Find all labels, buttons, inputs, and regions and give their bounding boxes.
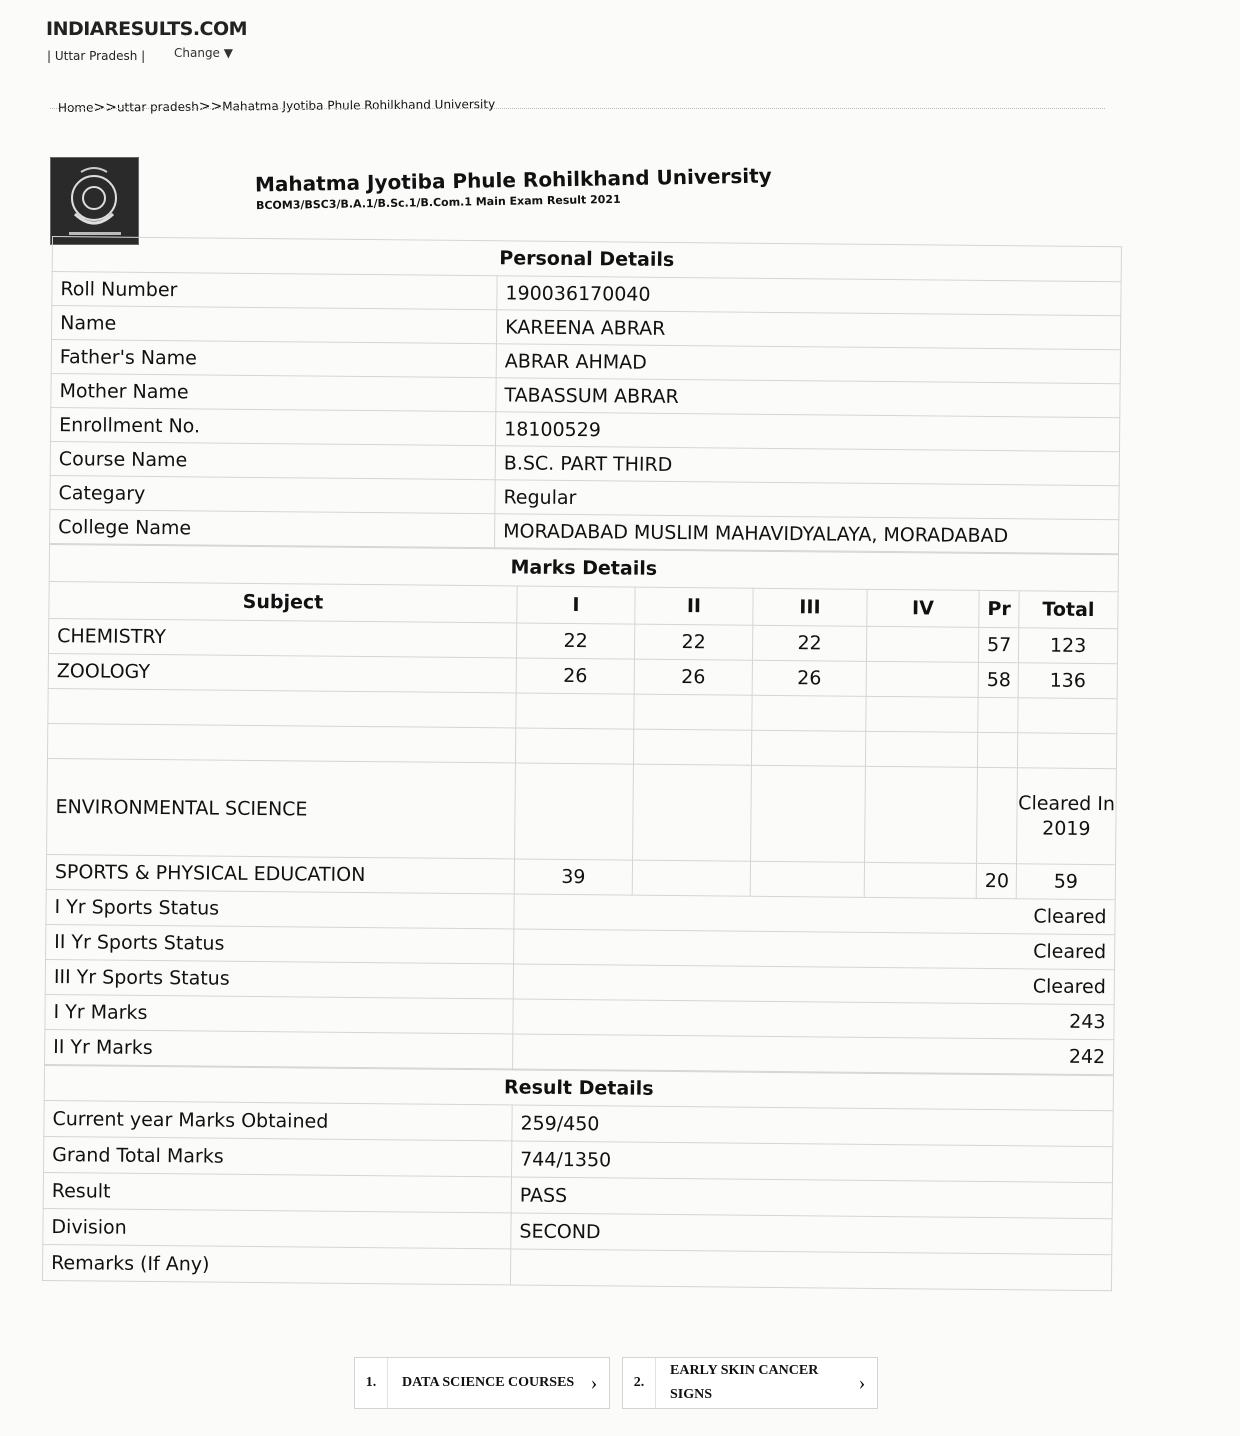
chevron-right-icon: ›	[590, 1371, 598, 1394]
status-label: II Yr Marks	[45, 1029, 513, 1068]
mark-cell	[751, 765, 866, 862]
remarks-value	[510, 1249, 1111, 1291]
mark-cell	[865, 731, 977, 767]
mark-cell	[866, 626, 978, 662]
mother-name-value: TABASSUM ABRAR	[496, 378, 1120, 418]
mark-cell	[632, 860, 750, 896]
field-label: College Name	[50, 509, 495, 547]
breadcrumb-state[interactable]: uttar pradesh	[116, 99, 199, 115]
result-sheet	[42, 236, 1122, 1291]
table-row	[47, 758, 1117, 864]
result-value: PASS	[511, 1177, 1112, 1219]
personal-details-table	[49, 236, 1122, 554]
mark-cell	[516, 693, 634, 729]
mark-cell	[633, 729, 751, 765]
field-label: Remarks (If Any)	[42, 1244, 510, 1284]
mark-cell	[515, 763, 634, 860]
field-label: Categary	[50, 475, 495, 513]
mark-cell	[977, 767, 1018, 863]
field-label: Result	[43, 1172, 511, 1212]
column-header: Pr	[979, 590, 1019, 627]
field-label: Roll Number	[52, 272, 497, 310]
ad-link-data-science[interactable]	[354, 1357, 610, 1409]
divider	[50, 108, 1105, 109]
total-cell	[1017, 733, 1116, 769]
status-label: III Yr Sports Status	[45, 959, 513, 998]
subject-cell: SPORTS & PHYSICAL EDUCATION	[46, 854, 514, 893]
mark-cell	[978, 697, 1018, 732]
course-value: B.SC. PART THIRD	[495, 446, 1119, 486]
field-label: Name	[52, 306, 497, 344]
mark-cell	[752, 695, 866, 731]
chevron-right-icon: ›	[858, 1371, 866, 1394]
field-label: Grand Total Marks	[44, 1136, 512, 1176]
total-cell: 123	[1018, 628, 1117, 664]
subject-cell	[48, 688, 516, 727]
mark-cell	[865, 766, 978, 863]
breadcrumb-home[interactable]: Home	[57, 100, 94, 115]
column-header: II	[635, 587, 753, 625]
college-value: MORADABAD MUSLIM MAHAVIDYALAYA, MORADABAD	[495, 514, 1119, 554]
mark-cell: 26	[752, 660, 866, 696]
ad-number: 2.	[623, 1358, 656, 1408]
mark-cell	[751, 730, 865, 766]
ad-number: 1.	[355, 1358, 388, 1408]
mark-cell: 57	[978, 627, 1018, 662]
column-header: III	[753, 588, 867, 626]
mark-cell	[633, 764, 752, 861]
field-label: Course Name	[50, 441, 495, 479]
category-value: Regular	[495, 480, 1119, 520]
division-value: SECOND	[511, 1213, 1112, 1255]
status-value: Cleared	[514, 929, 1115, 970]
status-value: Cleared	[514, 894, 1115, 935]
breadcrumb	[58, 96, 495, 116]
ad-text: DATA SCIENCE COURSES	[402, 1375, 575, 1390]
mark-cell	[750, 861, 864, 897]
status-value: Cleared	[513, 964, 1114, 1005]
column-header: IV	[867, 589, 979, 627]
subject-cell: CHEMISTRY	[48, 618, 516, 657]
mark-cell	[977, 732, 1017, 767]
personal-details-heading: Personal Details	[52, 237, 1121, 282]
ad-text: EARLY SKIN CANCER SIGNS	[670, 1363, 819, 1402]
grand-total-value: 744/1350	[511, 1141, 1112, 1183]
university-title: Mahatma Jyotiba Phule Rohilkhand University	[254, 163, 772, 197]
result-details-heading: Result Details	[44, 1065, 1113, 1110]
site-logo[interactable]: INDIARESULTS.COM	[46, 18, 248, 40]
subject-cell	[47, 723, 515, 762]
total-cell: Cleared In 2019	[1017, 768, 1117, 865]
marks-details-heading: Marks Details	[49, 544, 1118, 591]
current-marks-value: 259/450	[512, 1105, 1113, 1147]
mark-cell: 22	[752, 625, 866, 661]
status-value: 242	[513, 1034, 1114, 1075]
status-value: 243	[513, 999, 1114, 1040]
total-cell: 136	[1018, 663, 1117, 699]
field-label: Current year Marks Obtained	[44, 1100, 512, 1140]
column-header: Subject	[49, 581, 517, 622]
mark-cell	[866, 661, 978, 697]
breadcrumb-separator: >>	[198, 98, 223, 115]
column-header: I	[517, 586, 635, 624]
subject-cell: ENVIRONMENTAL SCIENCE	[47, 758, 516, 858]
ad-link-skin-cancer[interactable]	[622, 1357, 878, 1409]
mark-cell: 26	[634, 659, 752, 695]
university-seal-icon	[50, 157, 139, 245]
mark-cell: 39	[514, 859, 632, 895]
enrollment-value: 18100529	[496, 412, 1120, 452]
mark-cell	[866, 696, 978, 732]
total-cell: 59	[1016, 864, 1115, 900]
result-details-table	[42, 1065, 1114, 1291]
total-cell	[1018, 698, 1117, 734]
mark-cell	[634, 694, 752, 730]
mark-cell: 22	[516, 623, 634, 659]
breadcrumb-university[interactable]: Mahatma Jyotiba Phule Rohilkhand University	[222, 97, 496, 114]
region-label: | Uttar Pradesh |	[47, 49, 146, 63]
field-label: Mother Name	[51, 373, 496, 411]
sponsored-links	[354, 1357, 878, 1409]
mark-cell	[864, 862, 976, 898]
status-label: II Yr Sports Status	[46, 924, 514, 963]
name-value: KAREENA ABRAR	[496, 310, 1120, 350]
mark-cell: 22	[634, 624, 752, 660]
field-label: Enrollment No.	[51, 407, 496, 445]
status-label: I Yr Sports Status	[46, 889, 514, 928]
exam-title: BCOM3/BSC3/B.A.1/B.Sc.1/B.Com.1 Main Exam Result 2021	[255, 192, 621, 213]
field-label: Division	[43, 1208, 511, 1248]
marks-details-table	[44, 544, 1119, 1075]
father-name-value: ABRAR AHMAD	[496, 344, 1120, 384]
field-label: Father's Name	[51, 340, 496, 378]
mark-cell	[515, 728, 633, 764]
status-label: I Yr Marks	[45, 994, 513, 1033]
mark-cell: 58	[978, 662, 1018, 697]
subject-cell: ZOOLOGY	[48, 653, 516, 692]
roll-number-value: 190036170040	[497, 276, 1121, 316]
column-header: Total	[1019, 591, 1118, 629]
change-region-link[interactable]: Change ▼	[174, 46, 233, 60]
mark-cell: 20	[976, 863, 1016, 898]
mark-cell: 26	[516, 658, 634, 694]
breadcrumb-separator: >>	[93, 99, 117, 116]
